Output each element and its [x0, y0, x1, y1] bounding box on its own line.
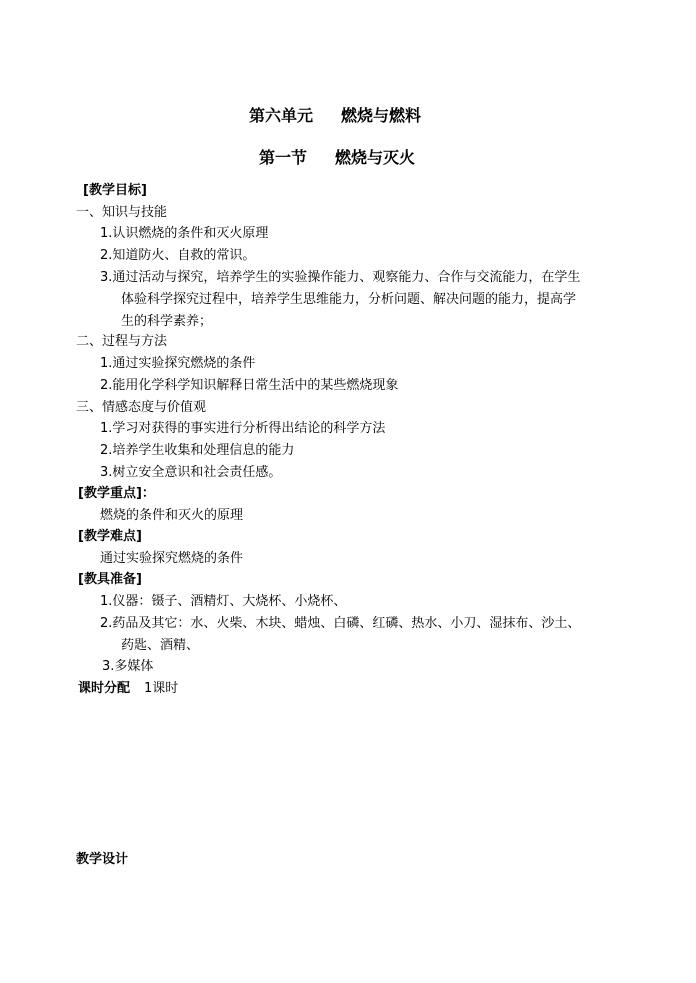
section-title	[259, 148, 415, 168]
class-periods-label: 课时分配	[78, 681, 131, 696]
knowledge-skills-heading: 一、知识与技能	[76, 205, 168, 220]
knowledge-item-3-line-3: 生的科学素养；	[121, 314, 213, 329]
attitude-item-3: 3.树立安全意识和社会责任感。	[100, 465, 282, 480]
materials-heading: [教具准备]	[78, 572, 142, 587]
attitude-item-1: 1.学习对获得的事实进行分析得出结论的科学方法	[100, 421, 386, 436]
attitude-item-2: 2.培养学生收集和处理信息的能力	[100, 443, 295, 458]
key-points-text: 燃烧的条件和灭火的原理	[100, 508, 244, 523]
process-item-2: 2.能用化学科学知识解释日常生活中的某些燃烧现象	[100, 378, 399, 393]
class-periods-value: 1课时	[144, 681, 179, 696]
teaching-design-heading: 教学设计	[76, 852, 129, 867]
process-item-1: 1.通过实验探究燃烧的条件	[100, 356, 256, 371]
materials-item-3: 3.多媒体	[102, 659, 154, 674]
materials-item-2-line-2: 药匙、酒精、	[121, 638, 200, 653]
knowledge-item-1: 1.认识燃烧的条件和灭火原理	[100, 226, 269, 241]
knowledge-item-3-line-1: 3.通过活动与探究，培养学生的实验操作能力、观察能力、合作与交流能力，在学生	[100, 270, 581, 285]
process-methods-heading: 二、过程与方法	[76, 334, 168, 349]
unit-number: 第六单元	[249, 106, 314, 125]
objectives-heading: [教学目标]	[83, 183, 147, 198]
unit-title	[249, 106, 421, 126]
materials-item-1: 1.仪器：镊子、酒精灯、大烧杯、小烧杯、	[100, 594, 347, 609]
knowledge-item-2: 2.知道防火、自救的常识。	[100, 248, 256, 263]
difficulties-heading: [教学难点]	[78, 529, 142, 544]
attitude-values-heading: 三、情感态度与价值观	[76, 400, 207, 415]
materials-item-2-line-1: 2.药品及其它：水、火柴、木块、蜡烛、白磷、红磷、热水、小刀、湿抹布、沙土、	[100, 616, 581, 631]
class-periods	[78, 680, 178, 698]
unit-name: 燃烧与燃料	[341, 106, 422, 125]
knowledge-item-3-line-2: 体验科学探究过程中，培养学生思维能力，分析问题、解决问题的能力，提高学	[121, 292, 577, 307]
section-number: 第一节	[259, 148, 308, 167]
key-points-heading: [教学重点]：	[78, 486, 155, 501]
difficulties-text: 通过实验探究燃烧的条件	[100, 551, 244, 566]
section-name: 燃烧与灭火	[335, 148, 416, 167]
